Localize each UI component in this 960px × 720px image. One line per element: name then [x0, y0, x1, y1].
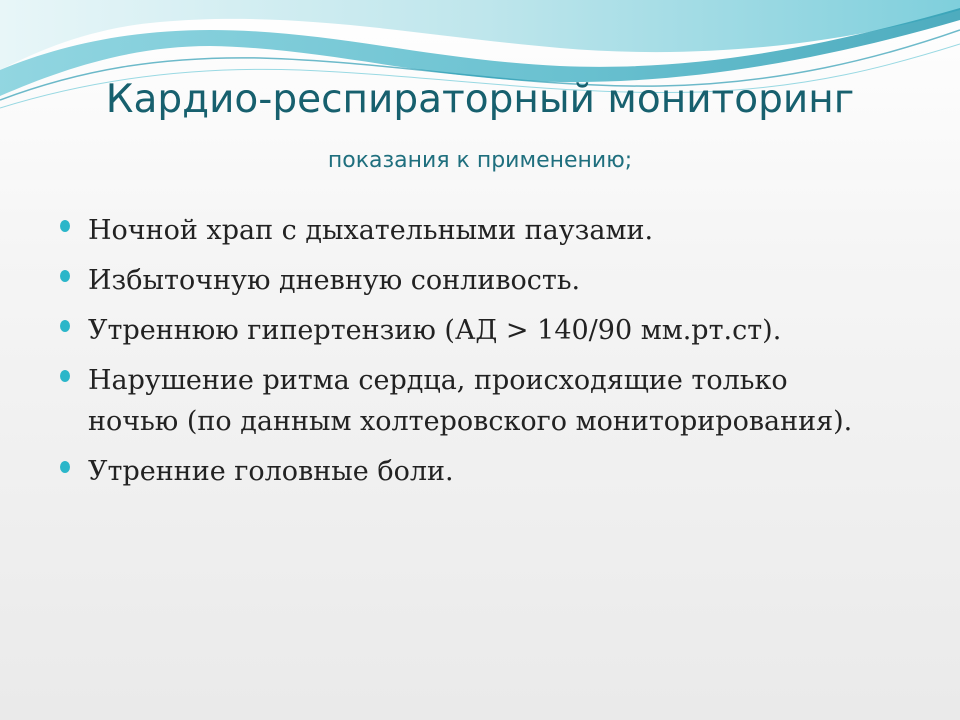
slide-subtitle: показания к применению;: [327, 148, 633, 173]
bullet-item: [60, 310, 880, 351]
bullet-text: Нарушение ритма сердца, происходящие только ночью (по данным холтеровского мониторирования).: [88, 365, 853, 437]
bullet-text: Ночной храп с дыхательными паузами.: [88, 215, 654, 246]
slide-title: Кардио-респираторный мониторинг: [105, 77, 855, 122]
bullet-item: [60, 360, 880, 442]
bullet-dot-icon: [60, 370, 70, 382]
bullet-text: Утреннюю гипертензию (АД > 140/90 мм.рт.ст).: [88, 315, 782, 346]
bullet-item: [60, 451, 880, 492]
bullet-item: [60, 260, 880, 301]
bullet-dot-icon: [60, 320, 70, 332]
bullet-list: [60, 210, 880, 501]
bullet-dot-icon: [60, 461, 70, 473]
bullet-item: [60, 210, 880, 251]
bullet-text: Утренние головные боли.: [88, 456, 454, 487]
bullet-dot-icon: [60, 220, 70, 232]
bullet-dot-icon: [60, 270, 70, 282]
bullet-text: Избыточную дневную сонливость.: [88, 265, 581, 296]
